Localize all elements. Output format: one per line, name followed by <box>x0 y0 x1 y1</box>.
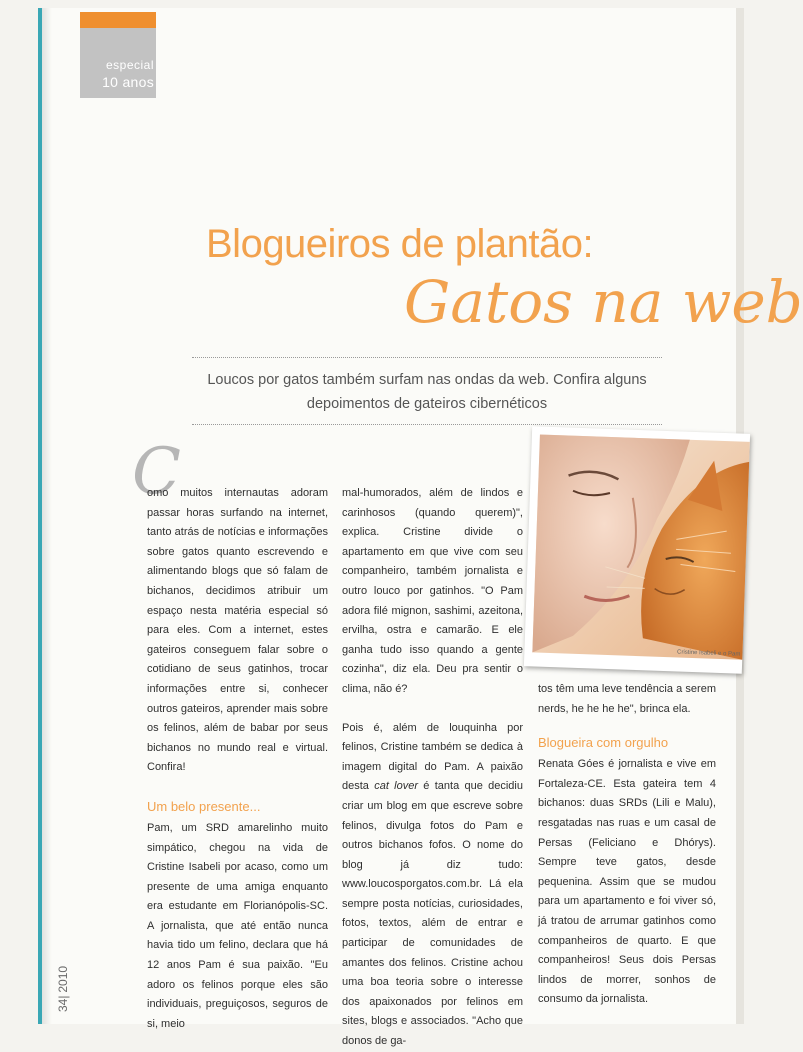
subhead-belo-presente: Um belo presente... <box>147 798 261 814</box>
photo-credit: Cristine Isabeli e o Pam <box>676 649 741 658</box>
paragraph-nerds: tos têm uma leve tendência a serem nerds, he he he he", brinca ela. <box>538 683 716 715</box>
page-folio: 34|2010 <box>56 965 70 1012</box>
paragraph-cristine: mal-humorados, além de lindos e carinhosos (quando querem)", explica. Cristine divide o apartamento em que vive com seu companheiro, também jornalista e outro louco por gatinhos. "O Pam adora filé mignon, sashimi, azeitona, ervilha, ostra e camarão. E ele ganha tudo isso quando a gente cozinha", diz ela. Deu pra sentir o clima, não é? <box>342 487 523 695</box>
photo-image <box>532 435 749 660</box>
headline-line-2: Gatos na web <box>404 268 803 336</box>
bottom-divider <box>192 424 662 425</box>
section-tab-stripe <box>80 12 156 28</box>
paragraph-pam: Pam, um SRD amarelinho muito simpático, chegou na vida de Cristine Isabeli por acaso, como um presente de uma amiga enquanto era estudante em Florianópolis-SC. A jornalista, que até então nunca havia tido um felino, declara que há 12 anos Pam é sua paixão. "Eu adoro os felinos porque eles são individuais, preguiçosos, seguros de si, meio <box>147 821 328 1030</box>
photo-cristine-and-cat <box>524 426 750 673</box>
subhead-blogueira: Blogueira com orgulho <box>538 735 669 751</box>
spine-shadow <box>42 8 52 1024</box>
column-3 <box>538 680 716 1010</box>
intro-paragraph: omo muitos internautas adoram passar horas surfando na internet, tanto atrás de notícias e informações sobre gatos quanto escrevendo e alimentando blogs que só falam de bichanos, decidimos atribuir um espaço nesta matéria especial só para eles. Com a internet, estes gateiros conseguem falar sobre o cotidiano de seus gatinhos, trocar informações entre si, conhecer outros gateiros, aprender mais sobre os felinos, além de babar por seus bichanos no mundo real e virtual. Confira! <box>147 487 328 774</box>
headline-line-1: Blogueiros de plantão: <box>206 222 594 266</box>
emphasis-cat-lover: cat lover <box>374 780 419 793</box>
top-divider <box>192 357 662 358</box>
edition-year: 2010 <box>56 965 70 993</box>
page-number: 34 <box>56 998 70 1012</box>
column-2 <box>342 484 523 1052</box>
paragraph-blog: Pois é, além de louquinha por felinos, Cristine também se dedica à imagem digital do Pam. A paixão desta cat lover é tanta que decidiu criar um blog em que escreve sobre felinos, divulga fotos do Pam e outros bichanos fofos. O nome do blog já diz tudo: www.loucosporgatos.com.br. Lá ela sempre posta notícias, curiosidades, fotos, textos, além de entrar e participar de comunidades de amantes dos felinos. Cristine achou uma boa teoria sobre o interesse dos apaixonados por felinos em sites, blogs e associados. "Acho que donos de ga- <box>342 721 523 1048</box>
column-1 <box>147 484 328 1034</box>
drop-cap: C <box>132 435 181 509</box>
section-tab-label: especial <box>105 58 154 72</box>
standfirst: Loucos por gatos também surfam nas ondas da web. Confira alguns depoimentos de gateiros cibernéticos <box>207 372 647 412</box>
photo-illustration <box>532 435 749 660</box>
paragraph-renata: Renata Góes é jornalista e vive em Fortaleza-CE. Esta gateira tem 4 bichanos: duas SRDs (Lili e Malu), resgatadas nas ruas e um casal de Persas (Feliciano e Dhórys). Sempre teve gatos, desde pequenina. Assim que se mudou para um apartamento e foi viver só, já tratou de arrumar gatinhos como companheiros de quarto. E que companheiros! Seus dois Persas lindos de morrer, sonhos de consumo da jornalista. <box>538 758 716 1006</box>
section-tab-years: 10 anos <box>102 74 154 90</box>
